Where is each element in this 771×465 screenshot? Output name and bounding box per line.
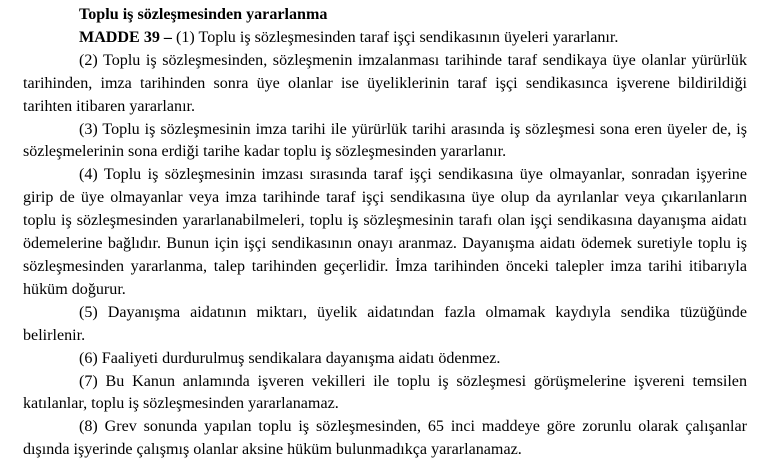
- paragraph-1: [23, 27, 747, 50]
- paragraph-1-text: (1) Toplu iş sözleşmesinden taraf işçi sendikasının üyeleri yararlanır.: [176, 28, 619, 46]
- article-number: MADDE 39 –: [79, 28, 172, 46]
- article-heading: Toplu iş sözleşmesinden yararlanma: [79, 6, 328, 23]
- paragraph-6: (6) Faaliyeti durdurulmuş sendikalara dayanışma aidatı ödenmez.: [79, 349, 501, 367]
- paragraph-4: (4) Toplu iş sözleşmesinin imzası sırasında taraf işçi sendikasına üye olmayanlar, sonradan işyerine girip de üye olmayanlar veya imza tarihinde taraf işçi sendikasına üye olup da ayrılanlar veya çıkarılanların toplu iş sözleşmesinden yararlanabilmeleri, toplu iş sözleşmesinin tarafı olan işçi sendikasına dayanışma aidatı ödemelerine bağlıdır. Bunun için işçi sendikasının onayı aranmaz. Dayanışma aidatı ödemek suretiyle toplu iş sözleşmesinden yararlanma, talep tarihinden geçerlidir. İmza tarihinden önceki talepler imza tarihi itibarıyla hüküm doğurur.: [23, 166, 747, 298]
- paragraph-7: (7) Bu Kanun anlamında işveren vekilleri ile toplu iş sözleşmesi görüşmelerine işvereni temsilen katılanlar, toplu iş sözleşmesinden yararlanamaz.: [23, 372, 747, 413]
- paragraph-2: (2) Toplu iş sözleşmesinden, sözleşmenin imzalanması tarihinde taraf sendikaya üye olanlar yürürlük tarihinden, imza tarihinden sonra üye olanlar ise üyeliklerinin taraf işçi sendikasınca işverene bildirildiği tarihten itibaren yararlanır.: [23, 51, 747, 115]
- paragraph-3: (3) Toplu iş sözleşmesinin imza tarihi ile yürürlük tarihi arasında iş sözleşmesi sona eren üyeler de, iş sözleşmelerinin sona erdiği tarihe kadar toplu iş sözleşmesinden yararlanır.: [23, 120, 747, 161]
- paragraph-5: (5) Dayanışma aidatının miktarı, üyelik aidatından fazla olmamak kaydıyla sendika tüzüğünde belirlenir.: [23, 303, 747, 344]
- paragraph-8: (8) Grev sonunda yapılan toplu iş sözleşmesinden, 65 inci maddeye göre zorunlu olarak çalışanlar dışında işyerinde çalışmış olanlar aksine hüküm bulunmadıkça yararlanamaz.: [23, 418, 747, 459]
- legal-document: [23, 4, 747, 462]
